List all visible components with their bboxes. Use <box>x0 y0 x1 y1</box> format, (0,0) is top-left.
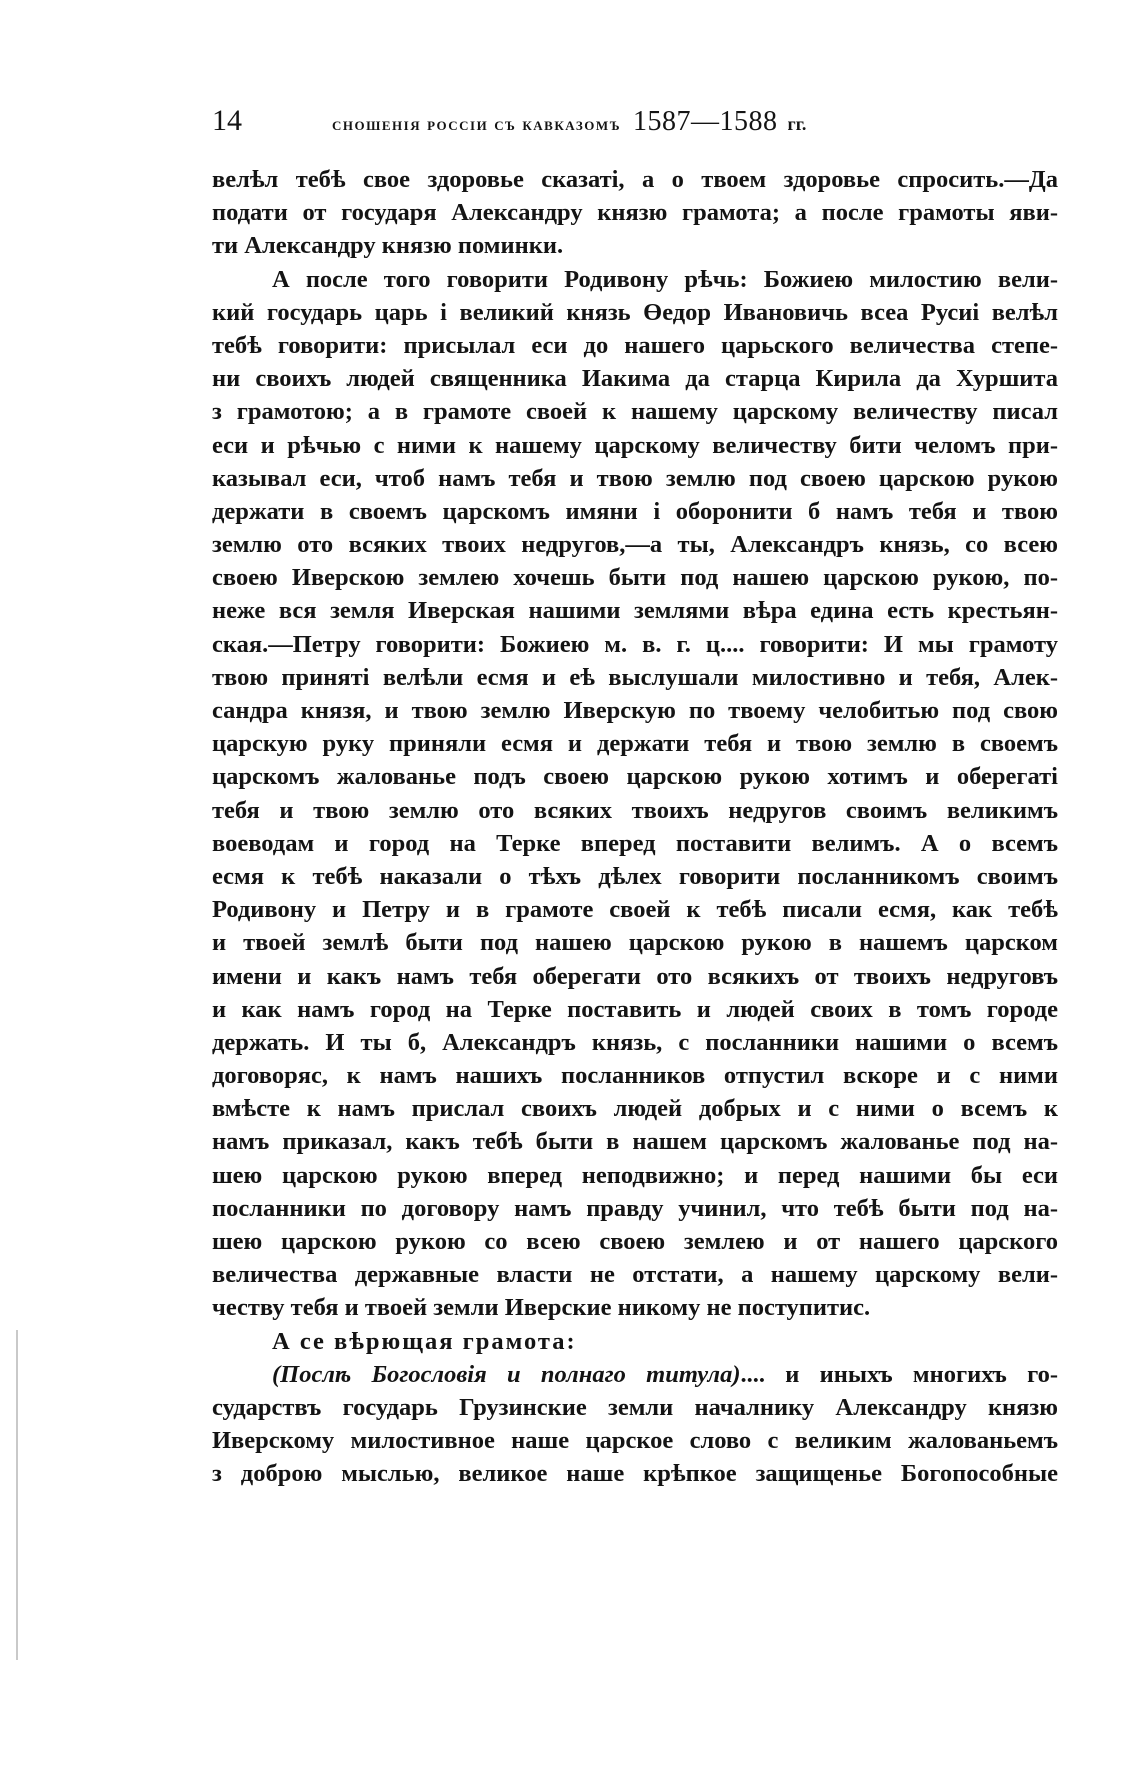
text-line: намъ приказал, какъ тебѣ быти в нашем царскомъ жалованье под на- <box>212 1128 1058 1156</box>
text-line: Иверскому милостивное наше царское слово с великим жалованьемъ <box>212 1427 1058 1455</box>
text-line: неже вся земля Иверская нашими землями вѣра едина есть крестьян- <box>212 597 1058 625</box>
text-line: шею царскою рукою вперед неподвижно; и перед нашими бы еси <box>212 1161 1058 1189</box>
section-heading: А се вѣрющая грамота: <box>272 1327 577 1355</box>
text-line: ти Александру князю поминки. <box>212 232 564 260</box>
text-line: сударствъ государь Грузинские земли началнику Александру князю <box>212 1393 1058 1421</box>
text-line: землю ото всяких твоих недругов,—а ты, Александръ князь, со всею <box>212 531 1058 559</box>
text-line: и твоей землѣ быти под нашею царскою рукою в нашемъ царском <box>212 929 1058 957</box>
text-line: ская.—Петру говорити: Божиею м. в. г. ц.... говорити: И мы грамоту <box>212 630 1058 658</box>
text-line: величества державные власти не отстати, а нашему царскому вели- <box>212 1261 1058 1289</box>
text-line: тебѣ говорити: присылал еси до нашего царьского величества степе- <box>212 331 1058 359</box>
text-line: Родивону и Петру и в грамоте своей к тебѣ писали есмя, как тебѣ <box>212 896 1058 924</box>
text-line: и как намъ город на Терке поставить и людей своих в томъ городе <box>212 995 1058 1023</box>
text-line: кий государь царь і великий князь Өедор Ивановичь всеа Русиi велѣл <box>212 298 1058 326</box>
text-line: договоряс, к намъ нашихъ посланников отпустил вскоре и с ними <box>212 1062 1058 1090</box>
page-number: 14 <box>212 104 242 137</box>
body-text <box>212 163 1058 1491</box>
running-title: сношенія россіи съ кавказомъ <box>332 114 622 134</box>
text-line-with-italic <box>212 1358 1058 1391</box>
text-line: держати в своемъ царскомъ имяни і оборонити б намъ тебя и твою <box>212 497 1058 525</box>
text-line: воеводам и город на Терке вперед поставити велимъ. А о всемъ <box>212 829 1058 857</box>
text-line: сандра князя, и твою землю Иверскую по твоему челобитью под свою <box>212 697 1058 724</box>
text-line: А после того говорити Родивону рѣчь: Божиею милостию вели- <box>272 265 1058 293</box>
text-line: велѣл тебѣ свое здоровье сказатi, а о твоем здоровье спросить.—Да <box>212 166 1058 193</box>
text-line: з доброю мыслью, великое наше крѣпкое защищенье Богопособные <box>212 1460 1058 1488</box>
text-line: ни своихъ людей священника Иакима да старца Кирила да Хуршита <box>212 365 1058 393</box>
text-line: честву тебя и твоей земли Иверские никому не поступитис. <box>212 1294 871 1322</box>
italic-note: (Послѣ Богословія и полнаго титула) <box>272 1360 741 1388</box>
running-header <box>212 104 1058 144</box>
text-line: имени и какъ намъ тебя оберегати ото всякихъ от твоихъ недруговъ <box>212 962 1058 990</box>
text-line: царскую руку приняли есмя и держати тебя и твою землю в своемъ <box>212 730 1058 758</box>
margin-scan-rule <box>16 1330 18 1660</box>
text-line: з грамотою; а в грамоте своей к нашему царскому величеству писал <box>212 398 1058 426</box>
text-line: еси и рѣчью с ними к нашему царскому величеству бити челомъ при- <box>212 431 1058 459</box>
text-line: держать. И ты б, Александръ князь, с посланники нашими о всемъ <box>212 1028 1058 1056</box>
text-line: есмя к тебѣ наказали о тѣхъ дѣлех говорити посланникомъ своимъ <box>212 862 1058 890</box>
running-title-suffix: гг. <box>787 114 807 134</box>
text-line-rest: .... и иныхъ многихъ го- <box>740 1360 1058 1388</box>
text-line: шею царскою рукою со всею своею землею и от нашего царского <box>212 1228 1058 1255</box>
text-line: подати от государя Александру князю грамота; а после грамоты яви- <box>212 199 1058 227</box>
text-line: тебя и твою землю ото всяких твоихъ недругов своимъ великимъ <box>212 796 1058 824</box>
text-line: твою приняті велѣли есмя и еѣ выслушали милостивно и тебя, Алек- <box>212 663 1058 691</box>
text-line: посланники по договору намъ правду учинил, что тебѣ быти под на- <box>212 1194 1058 1222</box>
text-line: царскомъ жалованье подъ своею царскою рукою хотимъ и оберегатi <box>212 763 1058 791</box>
text-line: казывал еси, чтоб намъ тебя и твою землю под своею царскою рукою <box>212 464 1058 492</box>
text-line: своею Иверскою землею хочешь быти под нашею царскою рукою, по- <box>212 564 1058 592</box>
text-line: вмѣсте к намъ прислал своихъ людей добрых и с ними о всемъ к <box>212 1095 1058 1123</box>
running-title-years: 1587—1588 <box>633 106 778 137</box>
